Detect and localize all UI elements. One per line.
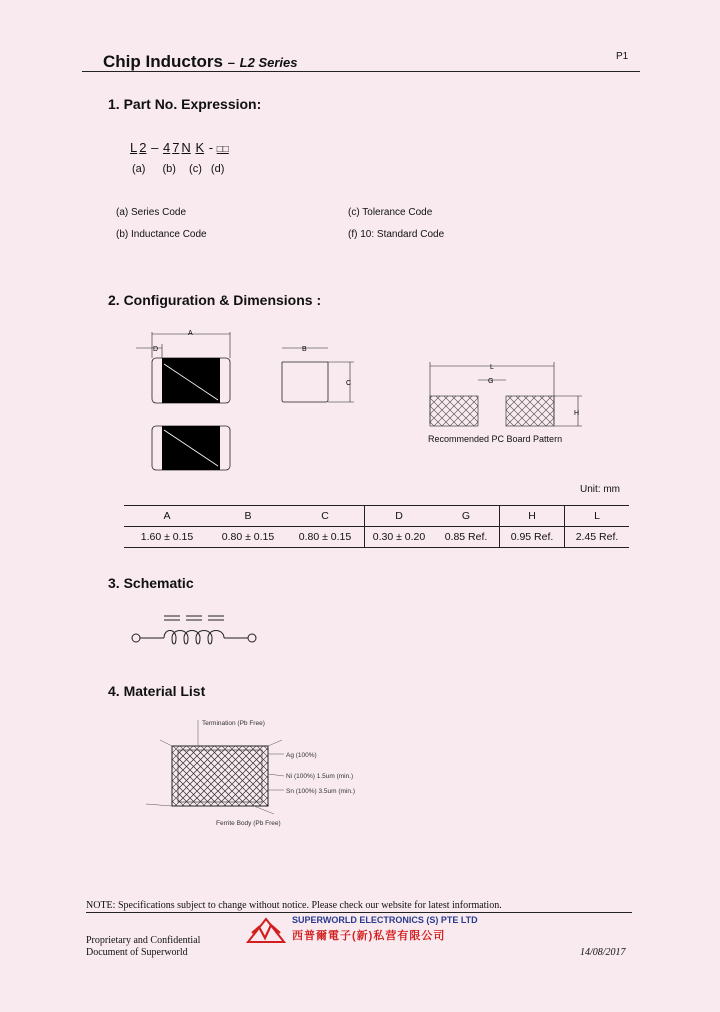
dim-label-l: L <box>490 364 494 371</box>
table-header-row <box>124 506 629 527</box>
page-number: P1 <box>616 51 629 62</box>
document-date: 14/08/2017 <box>580 947 626 958</box>
chip-top-view <box>136 332 230 403</box>
series-name: L2 Series <box>239 55 298 70</box>
code-c: (c) Tolerance Code <box>348 207 433 218</box>
part-char-7: 7 <box>172 140 180 155</box>
chip-side-view <box>282 348 354 402</box>
superworld-logo-icon <box>246 916 286 946</box>
part-dash: – <box>151 140 159 155</box>
code-a: (a) Series Code <box>116 207 187 218</box>
label-c: (c) <box>189 163 202 175</box>
cell-h: 0.95 Ref. <box>500 527 565 548</box>
col-header-d: D <box>365 506 434 527</box>
col-header-b: B <box>210 506 286 527</box>
col-header-g: G <box>433 506 500 527</box>
section2-heading: 2. Configuration & Dimensions : <box>108 292 322 308</box>
cell-b: 0.80 ± 0.15 <box>221 531 275 543</box>
callout-ag: Ag (100%) <box>286 752 317 759</box>
dim-label-c: C <box>346 380 352 387</box>
dimension-table <box>124 505 629 548</box>
part-char-2: 2 <box>139 140 147 155</box>
header-rule <box>82 71 640 72</box>
material-list-diagram <box>134 714 394 829</box>
title-text: Chip Inductors <box>103 52 223 71</box>
col-header-a: A <box>124 506 210 527</box>
title-dash: – <box>227 55 235 70</box>
section1-heading: 1. Part No. Expression: <box>108 96 262 112</box>
page-title <box>103 52 297 72</box>
part-number-expression <box>130 140 229 155</box>
part-hyphen: - <box>208 140 214 155</box>
footer-rule <box>86 912 632 913</box>
part-char-4: 4 <box>162 140 171 155</box>
cell-l: 2.45 Ref. <box>565 527 630 548</box>
dimension-drawings <box>130 322 650 472</box>
dim-label-d: D <box>153 346 159 353</box>
section3-heading: 3. Schematic <box>108 575 194 591</box>
dim-label-g: G <box>488 378 494 385</box>
col-header-l: L <box>565 506 630 527</box>
proprietary-line-1: Proprietary and Confidential <box>86 935 201 946</box>
dim-label-h: H <box>574 410 580 417</box>
inductor-schematic <box>128 610 263 650</box>
part-boxes: □□ <box>216 144 229 155</box>
callout-ni: Ni (100%) 1.5um (min.) <box>286 773 354 780</box>
company-name-en: SUPERWORLD ELECTRONICS (S) PTE LTD <box>292 915 478 925</box>
cell-d: 0.30 ± 0.20 <box>365 527 434 548</box>
part-char-l: L <box>130 140 138 155</box>
unit-label: Unit: mm <box>580 484 620 495</box>
proprietary-line-2: Document of Superworld <box>86 947 188 958</box>
cell-g: 0.85 Ref. <box>444 531 488 543</box>
part-char-n: N <box>181 140 191 155</box>
table-row <box>124 527 629 548</box>
footer-note: NOTE: Specifications subject to change without notice. Please check our website for latest information. <box>86 900 502 911</box>
col-header-c: C <box>286 506 365 527</box>
code-b: (b) Inductance Code <box>116 229 207 240</box>
label-d: (d) <box>210 163 225 175</box>
section4-heading: 4. Material List <box>108 683 206 699</box>
pcb-pattern-caption: Recommended PC Board Pattern <box>428 434 563 444</box>
label-b: (b) <box>162 163 176 175</box>
code-f: (f) 10: Standard Code <box>348 229 445 240</box>
callout-termination: Termination (Pb Free) <box>202 720 265 727</box>
part-char-k: K <box>195 140 205 155</box>
callout-sn: Sn (100%) 3.5um (min.) <box>286 788 355 795</box>
cell-c: 0.80 ± 0.15 <box>298 531 352 543</box>
dim-label-b: B <box>302 346 307 353</box>
company-name-cn: 西普爾電子(新)私营有限公司 <box>292 930 446 942</box>
chip-bottom-view <box>152 426 230 470</box>
pcb-pattern <box>430 362 582 426</box>
cell-a: 1.60 ± 0.15 <box>140 531 194 543</box>
part-labels <box>132 163 224 175</box>
callout-ferrite: Ferrite Body (Pb Free) <box>216 820 281 827</box>
col-header-h: H <box>500 506 565 527</box>
dim-label-a: A <box>188 330 193 337</box>
label-a: (a) <box>132 163 146 175</box>
